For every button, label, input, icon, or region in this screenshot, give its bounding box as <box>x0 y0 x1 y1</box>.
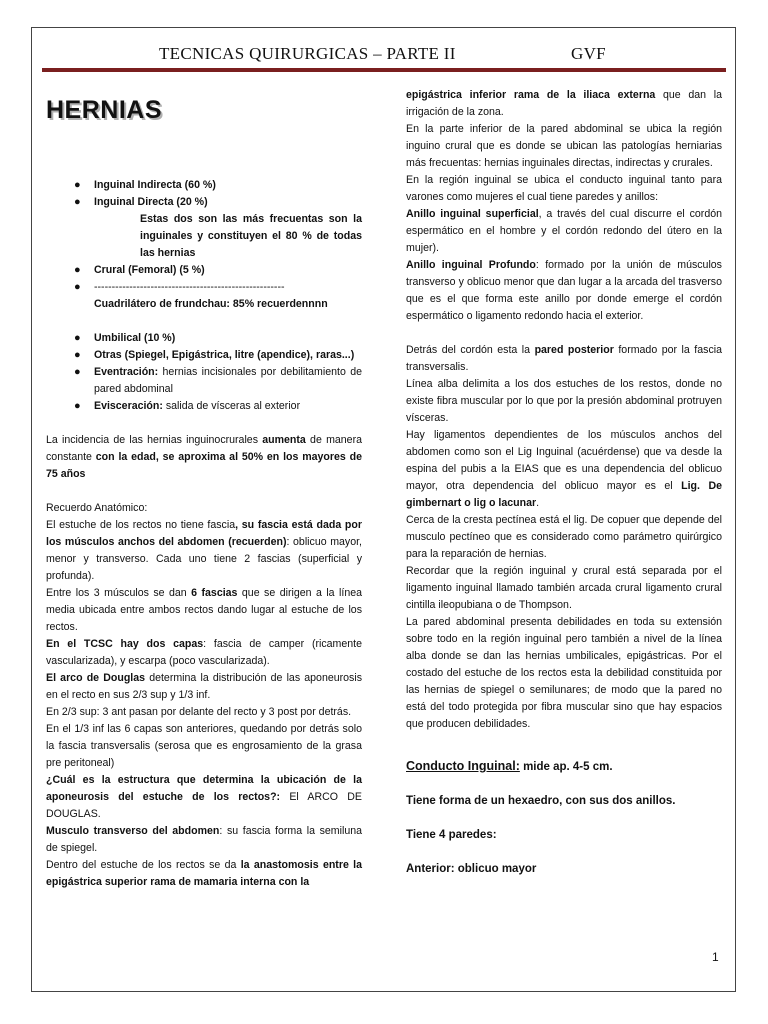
paragraph: El estuche de los rectos no tiene fascia, su fascia está dada por los músculos anchos del abdomen (recuerden): oblicuo mayor, menor y transverso. Cada uno tiene 2 fascias (superficial y profunda). <box>46 519 362 582</box>
bullet-icon: ● <box>74 264 81 276</box>
bullet-icon: ● <box>74 400 81 412</box>
paragraph: En 2/3 sup: 3 ant pasan por delante del recto y 3 post por detrás. <box>46 706 352 718</box>
paragraph: En la parte inferior de la pared abdominal se ubica la región inguino crural que es donde se ubican las patologías herniarias más frecuentas: hernias inguinales directas, indirectas y crurales. <box>406 123 722 169</box>
page-number: 1 <box>712 950 719 964</box>
header-initials: GVF <box>571 44 606 63</box>
paragraph: Anillo inguinal Profundo: formado por la unión de músculos transverso y oblicuo menor que dan lugar a la arcada del trasverso que es el que forma este anillo por donde emerge el cordón espermático o ligamento redondo hacia el exterior. <box>406 259 722 322</box>
list-item: ● ------------------------------------------------------ <box>46 279 362 296</box>
bullet-icon: ● <box>74 196 81 208</box>
list-item: ● Inguinal Directa (20 %) <box>46 194 362 211</box>
paragraph: Detrás del cordón esta la pared posterior formado por la fascia transversalis. <box>406 344 722 373</box>
list-item: ● Inguinal Indirecta (60 %) <box>46 177 362 194</box>
hernia-types-list-2 <box>46 262 362 313</box>
paragraph: Hay ligamentos dependientes de los músculos anchos del abdomen como son el Lig Inguinal (acuérdense) que va desde la espina del pubis a la EIAS que es una dependencia del oblicuo mayor, otra dependencia del oblicuo mayor es el Lig. De gimbernart o lig o lacunar. <box>406 429 722 509</box>
right-column <box>406 87 722 878</box>
frequency-note: Estas dos son las más frecuentas son la inguinales y constituyen el 80 % de todas las hernias <box>140 213 362 259</box>
paragraph: Línea alba delimita a los dos estuches de los restos, donde no existe fibra muscular por lo que por la presión abdominal protruyen vísceras. <box>406 378 722 424</box>
paragraph: En la región inguinal se ubica el conducto inguinal tanto para varones como mujeres el cual tiene paredes y anillos: <box>406 174 722 203</box>
bullet-icon: ● <box>74 332 81 344</box>
list-item: ● Umbilical (10 %) <box>46 330 362 347</box>
paragraph: Tiene forma de un hexaedro, con sus dos anillos. <box>406 795 676 807</box>
paragraph: El arco de Douglas determina la distribución de las aponeurosis en el recto en sus 2/3 sup y 1/3 inf. <box>46 672 362 701</box>
recuerdo-heading: Recuerdo Anatómico: <box>46 502 148 514</box>
paragraph: Anterior: oblicuo mayor <box>406 863 537 875</box>
paragraph: Recordar que la región inguinal y crural está separada por el ligamento inguinal llamado también arcada crural ligamento crural cintilla ileopubiana o de Thompson. <box>406 565 722 611</box>
paragraph: epigástrica inferior rama de la iliaca externa que dan la irrigación de la zona. <box>406 89 722 118</box>
list-item-no-bullet: Cuadrilátero de frundchau: 85% recuerdennnn <box>94 298 328 310</box>
paragraph: Dentro del estuche de los rectos se da la anastomosis entre la epigástrica superior rama de mamaria interna con la <box>46 859 363 888</box>
list-item: ● Crural (Femoral) (5 %) <box>46 262 362 279</box>
conducto-heading: Conducto Inguinal: mide ap. 4-5 cm. <box>406 759 613 773</box>
header-rule <box>42 68 726 72</box>
paragraph: En el 1/3 inf las 6 capas son anteriores, quedando por detrás solo la fascia transversalis (serosa que es engrosamiento de la grasa pre peritoneal) <box>46 723 362 769</box>
bullet-icon: ● <box>74 281 81 293</box>
section-heading: HERNIAS <box>46 96 163 124</box>
bullet-icon: ● <box>74 179 81 191</box>
page-header <box>31 44 736 68</box>
paragraph: Tiene 4 paredes: <box>406 829 497 841</box>
paragraph: La pared abdominal presenta debilidades en toda su extensión sobre todo en la región inguinal pero también a nivel de la línea alba donde se dan las hernias umbilicales, epigástricas. Por el costado del estuche de los rectos esta la debilidad constituida por las hernias de spiegel o semilunares; de modo que la pared no está del todo protegida por fibra muscular sino que hay espacios que producen debilidades. <box>406 616 722 730</box>
paragraph: ¿Cuál es la estructura que determina la ubicación de la aponeurosis del estuche de los rectos?: El ARCO DE DOUGLAS. <box>46 774 362 820</box>
bullet-icon: ● <box>74 349 81 361</box>
bullet-icon: ● <box>74 366 81 378</box>
paragraph: En el TCSC hay dos capas: fascia de camper (ricamente vascularizada), y escarpa (poco vascularizada). <box>46 638 362 667</box>
paragraph: Anillo inguinal superficial, a través del cual discurre el cordón espermático en el hombre y el cordón redondo del útero en la mujer). <box>406 208 722 254</box>
paragraph: Entre los 3 músculos se dan 6 fascias que se dirigen a la línea media ubicada entre ambos rectos dando lugar al estuche de los rectos. <box>46 587 363 633</box>
list-item: ● Otras (Spiegel, Epigástrica, litre (apendice), raras...) <box>46 347 362 364</box>
list-item: ● Evisceración: salida de vísceras al exterior <box>46 398 362 415</box>
paragraph: Cerca de la cresta pectínea está el lig. De copuer que depende del musculo pectíneo que es considerado como parámetro quirúrgico para la reparación de hernias. <box>406 514 722 560</box>
hernia-types-list-3 <box>46 330 362 415</box>
hernia-types-list <box>46 177 362 211</box>
left-column <box>46 95 362 891</box>
list-item: ● Eventración: hernias incisionales por debilitamiento de pared abdominal <box>74 366 362 395</box>
header-title: TECNICAS QUIRURGICAS – PARTE II <box>159 44 456 63</box>
paragraph: Musculo transverso del abdomen: su fascia forma la semiluna de spiegel. <box>46 825 362 854</box>
incidence-paragraph: La incidencia de las hernias inguinocrurales aumenta de manera constante con la edad, se aproxima al 50% en los mayores de 75 años <box>46 434 362 480</box>
